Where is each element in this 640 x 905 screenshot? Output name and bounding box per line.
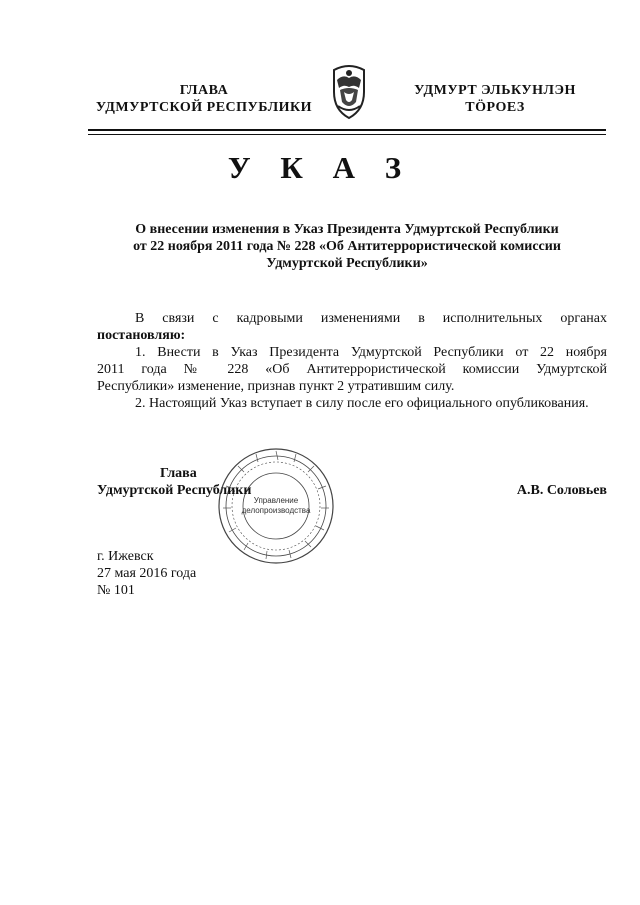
footer-date: 27 мая 2016 года [97,566,197,581]
item2: 2. Настоящий Указ вступает в силу после его официального опубликования. [135,396,589,411]
header-rule-thin [88,134,606,135]
body-text [97,310,607,412]
header-right [384,82,606,116]
body-intro: В связи с кадровыми изменениями в исполнительных органах [135,311,607,326]
coat-of-arms-icon [326,62,372,120]
item1-line1: 1. Внести в Указ Президента Удмуртской Республики от 22 ноября [135,345,607,360]
item1-line2: 2011 года № 228 «Об Антитеррористической комиссии Удмуртской [97,362,607,377]
document-footer [97,548,297,599]
signature-title-line1: Глава [160,466,197,481]
signatory-name: А.В. Соловьев [516,483,607,498]
document-title: У К А З [227,150,413,185]
header-left [88,82,320,116]
subject-line3: Удмуртской Республики» [266,256,428,271]
stamp-inner-line1: Управление [253,496,299,505]
item1-line3: Республики» изменение, признав пункт 2 утратившим силу. [97,379,455,394]
footer-city: г. Ижевск [97,549,154,564]
header-right-line1: УДМУРТ ЭЛЬКУНЛЭН [414,83,576,98]
signature-title-line2: Удмуртской Республики [97,483,252,498]
signature-block [97,465,277,499]
header-rule-thick [88,129,606,131]
body-resolve: постановляю: [97,328,186,343]
subject-line2: от 22 ноября 2011 года № 228 «Об Антитеррористической комиссии [133,239,561,254]
document-subject [88,221,606,272]
stamp-inner-line2: делопроизводства [241,506,311,515]
header-left-line1: ГЛАВА [179,83,229,98]
footer-number: № 101 [97,583,135,598]
header-right-line2: ТӦРОЕЗ [465,100,525,115]
subject-line1: О внесении изменения в Указ Президента Удмуртской Республики [135,222,559,237]
header-left-line2: УДМУРТСКОЙ РЕСПУБЛИКИ [95,100,313,115]
